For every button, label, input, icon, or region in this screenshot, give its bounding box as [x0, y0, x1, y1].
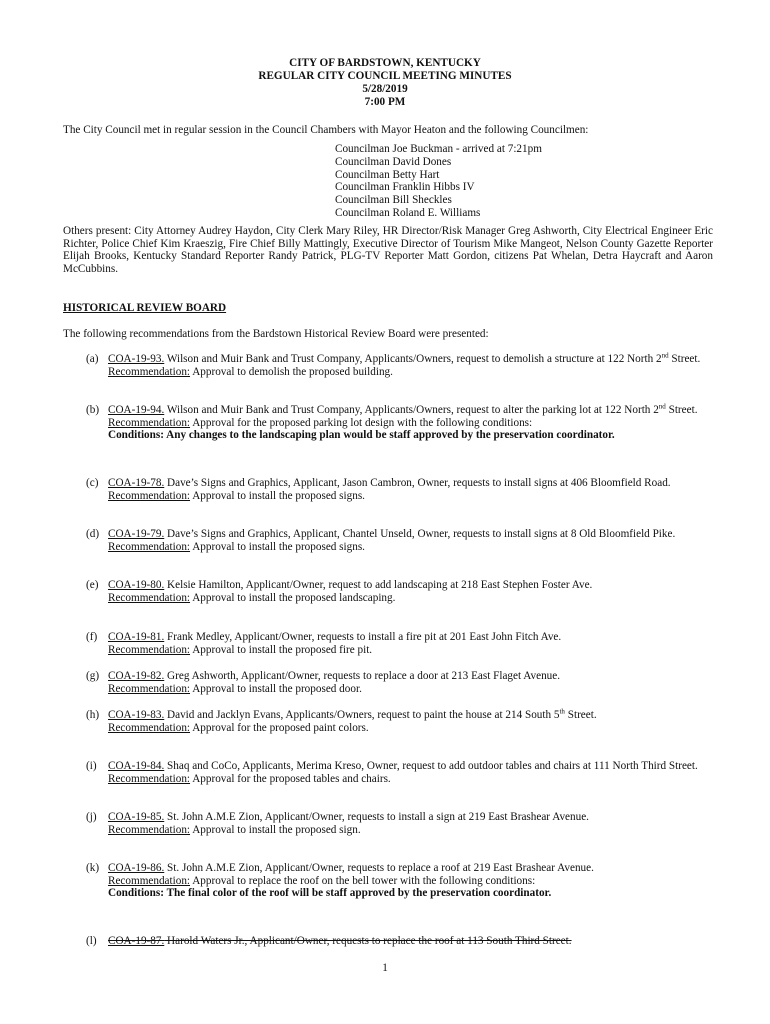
item-letter: (e)	[86, 579, 99, 591]
recommendation-text: Approval to install the proposed signs.	[190, 540, 365, 553]
recommendation-text: Approval to install the proposed sign.	[190, 823, 361, 836]
list-item	[86, 353, 706, 378]
recommendation-label: Recommendation:	[108, 591, 191, 604]
section-heading: HISTORICAL REVIEW BOARD	[63, 302, 227, 314]
item-code: COA-19-78.	[108, 477, 165, 489]
item-letter: (c)	[86, 477, 99, 489]
list-item	[86, 477, 706, 502]
ordinal-suffix: nd	[658, 402, 666, 411]
conditions-text: The final color of the roof will be staff approved by the preservation coordinator.	[163, 887, 552, 900]
list-item	[86, 709, 706, 734]
item-code: COA-19-87.	[108, 935, 165, 947]
item-code: COA-19-86.	[108, 862, 165, 874]
item-code: COA-19-79.	[108, 528, 165, 540]
list-item	[86, 528, 706, 553]
recommendation-text: Approval to install the proposed landscaping.	[190, 591, 396, 604]
item-letter: (k)	[86, 862, 100, 874]
list-item	[86, 760, 706, 785]
header-city: CITY OF BARDSTOWN, KENTUCKY	[289, 57, 481, 69]
council-members-list	[335, 143, 542, 220]
recommendation-label: Recommendation:	[108, 823, 191, 836]
item-letter: (d)	[86, 528, 100, 540]
recommendation-text: Approval to install the proposed door.	[190, 682, 362, 695]
recommendation-label: Recommendation:	[108, 489, 191, 502]
item-code: COA-19-85.	[108, 811, 165, 823]
conditions-label: Conditions:	[108, 887, 164, 900]
item-code: COA-19-81.	[108, 631, 165, 643]
item-text: St. John A.M.E Zion, Applicant/Owner, requests to replace a roof at 219 East Brashear Avenue.	[164, 862, 594, 874]
section-intro: The following recommendations from the Bardstown Historical Review Board were presented:	[63, 328, 489, 340]
item-letter: (i)	[86, 760, 97, 772]
header-time: 7:00 PM	[364, 96, 406, 108]
item-letter: (j)	[86, 811, 97, 823]
recommendation-text: Approval to install the proposed fire pit.	[190, 643, 373, 656]
page-number: 1	[382, 962, 388, 974]
item-code: COA-19-83.	[108, 709, 165, 721]
council-member: Councilman Bill Sheckles	[335, 194, 452, 207]
item-code: COA-19-93.	[108, 353, 165, 365]
recommendation-text: Approval for the proposed tables and chairs.	[190, 772, 391, 785]
recommendation-label: Recommendation:	[108, 643, 191, 656]
item-code: COA-19-80.	[108, 579, 165, 591]
council-member: Councilman Roland E. Williams	[335, 206, 481, 219]
recommendation-text: Approval for the proposed parking lot design with the following conditions:	[190, 416, 533, 429]
item-text: Dave’s Signs and Graphics, Applicant, Chantel Unseld, Owner, requests to install signs at 8 Old Bloomfield Pike.	[164, 528, 676, 540]
item-text: Harold Waters Jr., Applicant/Owner, requests to replace the roof at 113 South Third Street.	[164, 935, 572, 947]
conditions-text: Any changes to the landscaping plan would be staff approved by the preservation coordinator.	[163, 429, 615, 442]
item-text: Wilson and Muir Bank and Trust Company, Applicants/Owners, request to alter the parking lot at 122 North 2	[164, 404, 659, 416]
council-member: Councilman Betty Hart	[335, 168, 440, 181]
header-meeting-type: REGULAR CITY COUNCIL MEETING MINUTES	[258, 70, 512, 82]
ordinal-suffix: th	[559, 707, 565, 716]
item-letter: (g)	[86, 670, 100, 682]
list-item	[86, 811, 706, 836]
recommendation-label: Recommendation:	[108, 365, 191, 378]
item-text: Greg Ashworth, Applicant/Owner, requests to replace a door at 213 East Flaget Avenue.	[164, 670, 561, 682]
item-text: Frank Medley, Applicant/Owner, requests to install a fire pit at 201 East John Fitch Ave.	[164, 631, 562, 643]
recommendation-text: Approval to install the proposed signs.	[190, 489, 365, 502]
item-text: Street.	[668, 353, 701, 365]
item-text: Kelsie Hamilton, Applicant/Owner, request to add landscaping at 218 East Stephen Foster Ave.	[164, 579, 593, 591]
item-letter: (h)	[86, 709, 100, 721]
list-item-struck	[86, 935, 706, 948]
recommendation-label: Recommendation:	[108, 682, 191, 695]
council-member: Councilman David Dones	[335, 155, 452, 168]
item-text: Wilson and Muir Bank and Trust Company, Applicants/Owners, request to demolish a structure at 122 North 2	[164, 353, 662, 365]
recommendation-label: Recommendation:	[108, 416, 191, 429]
item-letter: (a)	[86, 353, 99, 365]
list-item	[86, 670, 706, 695]
list-item	[86, 404, 706, 442]
item-text: David and Jacklyn Evans, Applicants/Owners, request to paint the house at 214 South 5	[164, 709, 560, 721]
item-letter: (b)	[86, 404, 100, 416]
item-letter: (f)	[86, 631, 98, 643]
list-item	[86, 862, 706, 900]
document-header	[0, 57, 770, 109]
item-letter: (l)	[86, 935, 97, 947]
header-date: 5/28/2019	[362, 83, 408, 95]
item-text: Shaq and CoCo, Applicants, Merima Kreso, Owner, request to add outdoor tables and chairs at 111 North Third Street.	[164, 760, 698, 772]
item-text: St. John A.M.E Zion, Applicant/Owner, requests to install a sign at 219 East Brashear Avenue.	[164, 811, 589, 823]
intro-paragraph: The City Council met in regular session in the Council Chambers with Mayor Heaton and the following Councilmen:	[63, 124, 589, 136]
recommendation-text: Approval for the proposed paint colors.	[190, 721, 369, 734]
item-text: Dave’s Signs and Graphics, Applicant, Jason Cambron, Owner, requests to install signs at 406 Bloomfield Road.	[164, 477, 671, 489]
others-present-paragraph: Others present: City Attorney Audrey Haydon, City Clerk Mary Riley, HR Director/Risk Manager Greg Ashworth, City Electrical Engineer Eric Richter, Police Chief Kim Kraeszig, Fire Chief Billy Mattingly, Executive Director of Tourism Mike Mangeot, Nelson County Gazette Reporter Elijah Brooks, Kentucky Standard Reporter Randy Patrick, PLG-TV Reporter Matt Gordon, citizens Pat Whelan, Detra Haycraft and Aaron McCubbins.	[63, 225, 713, 275]
recommendation-text: Approval to replace the roof on the bell tower with the following conditions:	[190, 874, 536, 887]
item-code: COA-19-84.	[108, 760, 165, 772]
council-member: Councilman Franklin Hibbs IV	[335, 181, 475, 194]
item-text: Street.	[665, 404, 698, 416]
ordinal-suffix: nd	[661, 351, 669, 360]
recommendation-text: Approval to demolish the proposed building.	[190, 365, 393, 378]
list-item	[86, 579, 706, 604]
item-code: COA-19-82.	[108, 670, 165, 682]
recommendation-label: Recommendation:	[108, 772, 191, 785]
recommendation-label: Recommendation:	[108, 721, 191, 734]
list-item	[86, 631, 706, 656]
council-member: Councilman Joe Buckman - arrived at 7:21pm	[335, 143, 542, 155]
recommendation-label: Recommendation:	[108, 540, 191, 553]
recommendation-label: Recommendation:	[108, 874, 191, 887]
item-text: Street.	[564, 709, 597, 721]
conditions-label: Conditions:	[108, 429, 164, 442]
item-code: COA-19-94.	[108, 404, 165, 416]
